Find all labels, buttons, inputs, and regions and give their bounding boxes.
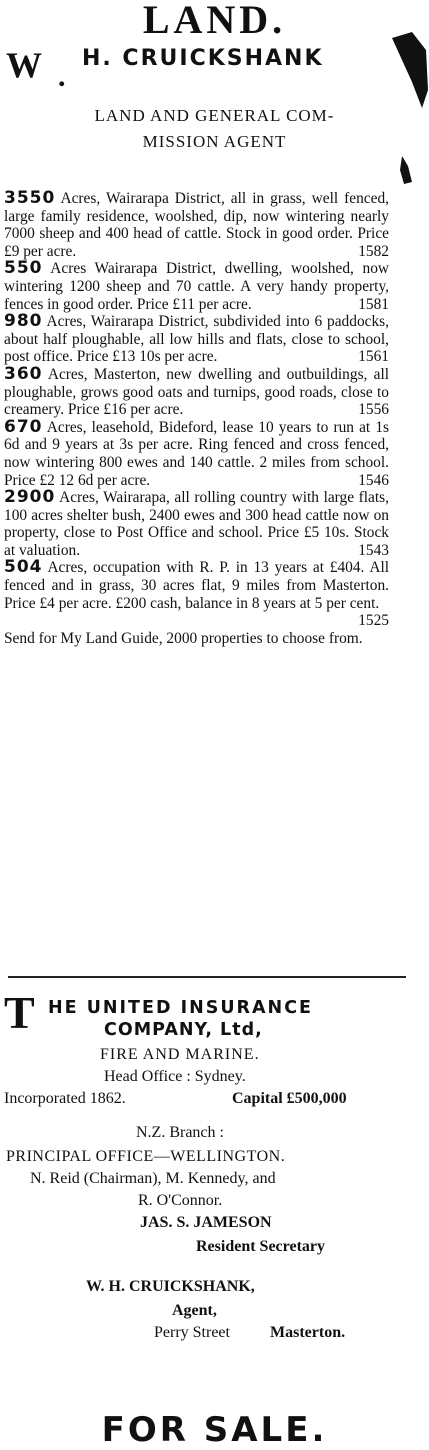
- land-guide-note: Send for My Land Guide, 2000 properties to choose from.: [4, 629, 363, 647]
- directors-line1: N. Reid (Chairman), M. Kennedy, and: [30, 1170, 276, 1187]
- listing-ref: 1525: [358, 612, 389, 630]
- agent-street: Perry Street: [154, 1324, 230, 1341]
- listing-acres: 980: [4, 311, 43, 332]
- agent-town: Masterton.: [270, 1324, 346, 1341]
- listing-item: [4, 363, 389, 419]
- directors-line2: R. O'Connor.: [138, 1192, 223, 1209]
- listing-item: [4, 489, 389, 559]
- listing-ref: 1543: [358, 541, 389, 559]
- listing-acres: 504: [4, 557, 43, 578]
- agent-signature-name: W. H. CRUICKSHANK,: [86, 1278, 255, 1295]
- listing-description: Acres, Wairarapa District, all in grass, well fenced, large family residence, woolshed, dip, now wintering nearly 7000 sheep and 400 head of cattle. Stock in good order. Price £9 per acre.: [4, 190, 389, 260]
- property-listings: [4, 190, 389, 647]
- listing-acres: 360: [4, 363, 43, 384]
- agent-subtitle-line1: LAND AND GENERAL COM-: [94, 106, 335, 125]
- for-sale-heading: FOR SALE.: [101, 1410, 328, 1450]
- listing-item: [4, 416, 390, 489]
- listing-ref: 1581: [358, 295, 389, 313]
- secretary-name: JAS. S. JAMESON: [140, 1214, 272, 1231]
- listing-item: [4, 190, 389, 260]
- initial-dot: .: [58, 60, 66, 93]
- listing-ref: 1556: [358, 401, 389, 419]
- scan-artifact: [396, 152, 416, 188]
- listing-item: [4, 313, 389, 366]
- listing-description: Acres, occupation with R. P. in 13 years at £404. All fenced and in grass, 30 acres flat, 9 miles from Masterton. Price £4 per acre. £200 cash, balance in 8 years at 5 per cent.: [4, 559, 389, 612]
- divider: [8, 976, 406, 978]
- ad-title: LAND.: [142, 0, 287, 42]
- listing-description: Acres, Wairarapa, all rolling country with large flats, 100 acres shelter bush, 2400 ewes and 300 head cattle now on property, close to Post Office and school. Price £5 10s. Stock at valuation.: [4, 489, 389, 559]
- listing-ref: 1546: [358, 471, 389, 489]
- agent-signature-title: Agent,: [172, 1302, 217, 1319]
- insurance-initial: T: [4, 987, 35, 1038]
- insurance-company-line2: COMPANY, Ltd,: [104, 1020, 263, 1040]
- listing-description: Acres, leasehold, Bideford, lease 10 years to run at 1s 6d and 9 years at 3s per acre. Ring fenced and cross fenced, now wintering 800 ewes and 140 cattle. 2 miles from school. Price £2 12 6d per acre.: [4, 418, 390, 489]
- head-office: Head Office : Sydney.: [104, 1068, 246, 1085]
- listing-acres: 670: [4, 416, 43, 437]
- incorporated-year: Incorporated 1862.: [4, 1090, 126, 1107]
- agent-subtitle-line2: MISSION AGENT: [142, 132, 287, 151]
- secretary-title: Resident Secretary: [196, 1238, 325, 1255]
- listing-acres: 550: [4, 258, 43, 279]
- agent-initial: W: [6, 45, 42, 85]
- listing-acres: 2900: [4, 487, 56, 508]
- listing-acres: 3550: [4, 188, 56, 208]
- listing-ref: 1561: [358, 348, 389, 366]
- listing-ref: 1582: [358, 242, 389, 260]
- principal-office: PRINCIPAL OFFICE—WELLINGTON.: [6, 1148, 286, 1165]
- insurance-company-line1: HE UNITED INSURANCE: [48, 998, 314, 1018]
- listing-description: Acres, Wairarapa District, subdivided into 6 paddocks, about half ploughable, all low hills and flats, close to school, post office. Price £13 10s per acre.: [4, 313, 390, 366]
- listing-description: Acres, Masterton, new dwelling and outbuildings, all ploughable, grows good oats and turnips, good roads, close to creamery. Price £16 per acre.: [4, 365, 389, 419]
- listing-description: Acres Wairarapa District, dwelling, woolshed, now wintering 1200 sheep and 70 cattle. A very handy property, fences in good order. Price £11 per acre.: [4, 260, 389, 313]
- capital-amount: Capital £500,000: [232, 1090, 347, 1107]
- listing-item: [4, 559, 389, 629]
- agent-name: H. CRUICKSHANK: [82, 46, 324, 71]
- nz-branch-heading: N.Z. Branch :: [136, 1124, 224, 1141]
- listing-item: [4, 260, 389, 313]
- scan-artifact: [382, 30, 429, 110]
- insurance-type: FIRE AND MARINE.: [100, 1046, 260, 1063]
